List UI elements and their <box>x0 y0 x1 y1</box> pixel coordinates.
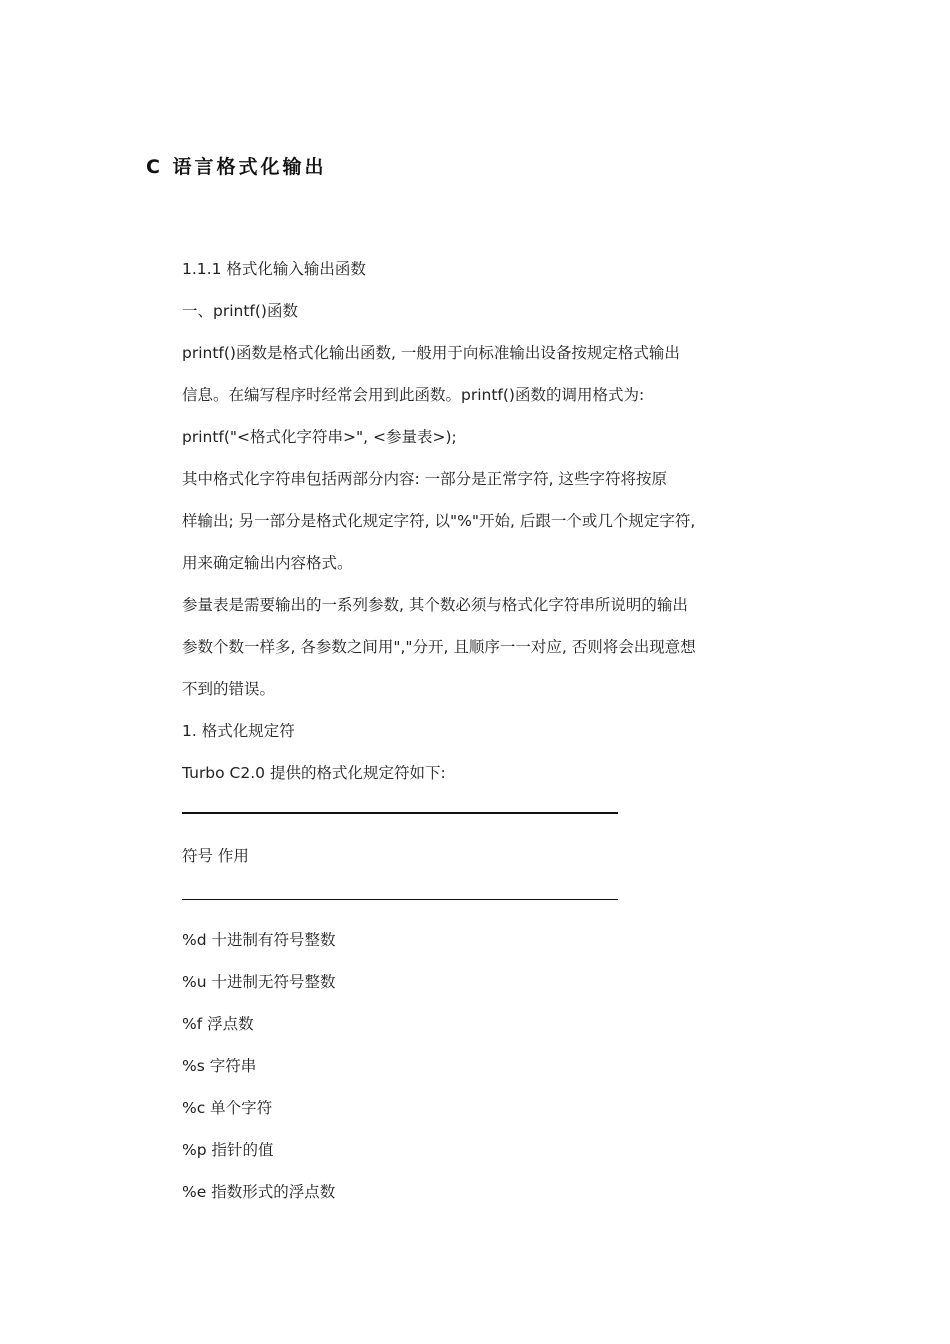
paragraph-line: 信息。在编写程序时经常会用到此函数。printf()函数的调用格式为: <box>182 386 645 404</box>
intro-line: Turbo C2.0 提供的格式化规定符如下: <box>182 764 446 782</box>
table-header-rule <box>182 899 618 900</box>
table-header: 符号 作用 <box>182 847 249 865</box>
paragraph-line: 参数个数一样多, 各参数之间用","分开, 且顺序一一对应, 否则将会出现意想 <box>182 638 696 656</box>
paragraph-line: 参量表是需要输出的一系列参数, 其个数必须与格式化字符串所说明的输出 <box>182 596 688 614</box>
table-row: %e 指数形式的浮点数 <box>182 1183 336 1201</box>
table-top-rule <box>182 812 618 814</box>
table-row: %u 十进制无符号整数 <box>182 973 336 991</box>
section-heading: 1.1.1 格式化输入输出函数 <box>182 260 366 278</box>
code-line: printf("<格式化字符串>", <参量表>); <box>182 428 457 446</box>
paragraph-line: printf()函数是格式化输出函数, 一般用于向标准输出设备按规定格式输出 <box>182 344 680 362</box>
paragraph-line: 样输出; 另一部分是格式化规定字符, 以"%"开始, 后跟一个或几个规定字符, <box>182 512 696 530</box>
subsection-heading: 1. 格式化规定符 <box>182 722 295 740</box>
document-title: C 语言格式化输出 <box>146 156 327 178</box>
paragraph-line: 其中格式化字符串包括两部分内容: 一部分是正常字符, 这些字符将按原 <box>182 470 668 488</box>
table-row: %c 单个字符 <box>182 1099 273 1117</box>
paragraph-line: 用来确定输出内容格式。 <box>182 554 353 572</box>
paragraph-line: 不到的错误。 <box>182 680 276 698</box>
table-row: %f 浮点数 <box>182 1015 254 1033</box>
table-row: %d 十进制有符号整数 <box>182 931 336 949</box>
subheading-printf: 一、printf()函数 <box>182 302 298 320</box>
table-row: %s 字符串 <box>182 1057 257 1075</box>
table-row: %p 指针的值 <box>182 1141 274 1159</box>
